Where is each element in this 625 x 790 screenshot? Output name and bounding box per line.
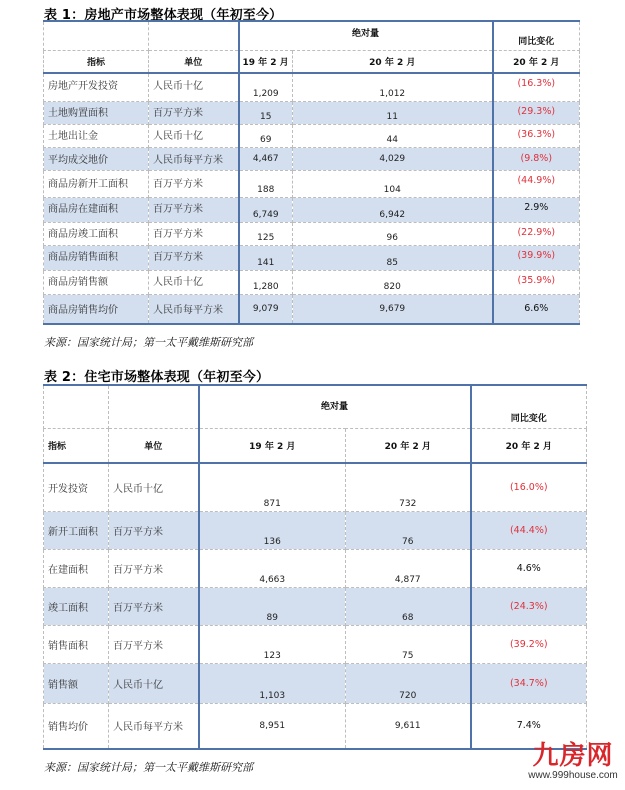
header-period-2019: 19 年 2 月 [239,50,293,73]
indicator-cell: 商品房销售面积 [44,245,149,270]
value-2020-cell: 732 [346,463,471,511]
yoy-cell: (39.9%) [493,245,580,270]
table-row [44,549,587,587]
header-absolute-group: 绝对量 [199,385,471,428]
table2 [43,384,587,750]
value-2019-cell: 125 [239,222,293,245]
value-2020-cell: 6,942 [293,197,493,222]
value-2019-cell: 4,467 [239,147,293,170]
value-2020-cell: 4,029 [293,147,493,170]
value-2019-cell: 188 [239,170,293,197]
yoy-cell: 4.6% [471,549,587,587]
table-row [44,73,580,101]
header-unit: 单位 [109,428,199,463]
header-change-group: 同比变化 [493,21,580,50]
value-2020-cell: 11 [293,101,493,124]
yoy-cell: 2.9% [493,197,580,222]
value-2019-cell: 89 [199,587,346,625]
unit-cell: 人民币十亿 [149,124,239,147]
unit-cell: 百万平方米 [149,222,239,245]
header-change-period: 20 年 2 月 [493,50,580,73]
indicator-cell: 土地出让金 [44,124,149,147]
value-2020-cell: 820 [293,270,493,294]
table-row [44,587,587,625]
indicator-cell: 房地产开发投资 [44,73,149,101]
table-row [44,294,580,324]
table-row [44,703,587,749]
value-2020-cell: 68 [346,587,471,625]
value-2019-cell: 871 [199,463,346,511]
value-2020-cell: 85 [293,245,493,270]
value-2019-cell: 1,280 [239,270,293,294]
table-row [44,245,580,270]
unit-cell: 百万平方米 [149,101,239,124]
indicator-cell: 开发投资 [44,463,109,511]
yoy-cell: (36.3%) [493,124,580,147]
logo-url: www.999house.com [528,770,618,781]
yoy-cell: (39.2%) [471,625,587,663]
value-2020-cell: 720 [346,663,471,703]
indicator-cell: 竣工面积 [44,587,109,625]
table2-source: 来源：国家统计局；第一太平戴维斯研究部 [44,761,253,774]
unit-cell: 人民币十亿 [149,73,239,101]
value-2019-cell: 1,209 [239,73,293,101]
value-2020-cell: 76 [346,511,471,549]
yoy-cell: (29.3%) [493,101,580,124]
indicator-cell: 新开工面积 [44,511,109,549]
table-row [44,101,580,124]
indicator-cell: 土地购置面积 [44,101,149,124]
value-2020-cell: 104 [293,170,493,197]
table-row [44,625,587,663]
indicator-cell: 平均成交地价 [44,147,149,170]
unit-cell: 人民币每平方米 [109,703,199,749]
header-period-2020: 20 年 2 月 [293,50,493,73]
header-empty-cell [44,21,149,50]
logo-text: 九房网 [532,741,614,771]
table-row [44,222,580,245]
table-row [44,270,580,294]
yoy-cell: (44.4%) [471,511,587,549]
table-row [44,147,580,170]
yoy-cell: (35.9%) [493,270,580,294]
value-2019-cell: 136 [199,511,346,549]
value-2019-cell: 6,749 [239,197,293,222]
value-2019-cell: 69 [239,124,293,147]
unit-cell: 百万平方米 [149,170,239,197]
indicator-cell: 在建面积 [44,549,109,587]
value-2019-cell: 4,663 [199,549,346,587]
unit-cell: 百万平方米 [149,197,239,222]
indicator-cell: 商品房新开工面积 [44,170,149,197]
header-indicator: 指标 [44,428,109,463]
unit-cell: 百万平方米 [109,587,199,625]
yoy-cell: (24.3%) [471,587,587,625]
table1-title: 表 1：房地产市场整体表现（年初至今） [44,8,283,23]
header-period-2020: 20 年 2 月 [346,428,471,463]
indicator-cell: 商品房在建面积 [44,197,149,222]
header-indicator: 指标 [44,50,149,73]
value-2019-cell: 1,103 [199,663,346,703]
value-2019-cell: 141 [239,245,293,270]
value-2020-cell: 4,877 [346,549,471,587]
value-2020-cell: 44 [293,124,493,147]
unit-cell: 人民币十亿 [149,270,239,294]
unit-cell: 百万平方米 [109,511,199,549]
indicator-cell: 销售额 [44,663,109,703]
indicator-cell: 商品房竣工面积 [44,222,149,245]
indicator-cell: 商品房销售均价 [44,294,149,324]
value-2019-cell: 9,079 [239,294,293,324]
value-2019-cell: 123 [199,625,346,663]
table-row [44,124,580,147]
header-empty-cell [149,21,239,50]
watermark-logo [523,742,623,782]
table-row [44,663,587,703]
table-row [44,463,587,511]
table-row [44,197,580,222]
value-2020-cell: 96 [293,222,493,245]
yoy-cell: (44.9%) [493,170,580,197]
yoy-cell: (22.9%) [493,222,580,245]
value-2019-cell: 8,951 [199,703,346,749]
yoy-cell: (9.8%) [493,147,580,170]
value-2020-cell: 9,611 [346,703,471,749]
unit-cell: 百万平方米 [109,549,199,587]
unit-cell: 人民币十亿 [109,463,199,511]
header-unit: 单位 [149,50,239,73]
unit-cell: 人民币每平方米 [149,147,239,170]
value-2020-cell: 75 [346,625,471,663]
value-2020-cell: 1,012 [293,73,493,101]
unit-cell: 百万平方米 [109,625,199,663]
unit-cell: 百万平方米 [149,245,239,270]
table2-title: 表 2：住宅市场整体表现（年初至今） [44,370,270,385]
indicator-cell: 商品房销售额 [44,270,149,294]
table1 [43,20,580,325]
value-2020-cell: 9,679 [293,294,493,324]
yoy-cell: 7.4% [471,703,587,749]
value-2019-cell: 15 [239,101,293,124]
header-absolute-group: 绝对量 [239,21,493,50]
indicator-cell: 销售均价 [44,703,109,749]
unit-cell: 人民币每平方米 [149,294,239,324]
yoy-cell: (16.3%) [493,73,580,101]
header-change-period: 20 年 2 月 [471,428,587,463]
header-empty-cell [109,385,199,428]
header-change-group: 同比变化 [471,385,587,428]
table-row [44,170,580,197]
header-empty-cell [44,385,109,428]
yoy-cell: (16.0%) [471,463,587,511]
table-row [44,511,587,549]
header-period-2019: 19 年 2 月 [199,428,346,463]
unit-cell: 人民币十亿 [109,663,199,703]
yoy-cell: (34.7%) [471,663,587,703]
table1-source: 来源：国家统计局；第一太平戴维斯研究部 [44,336,253,349]
yoy-cell: 6.6% [493,294,580,324]
indicator-cell: 销售面积 [44,625,109,663]
